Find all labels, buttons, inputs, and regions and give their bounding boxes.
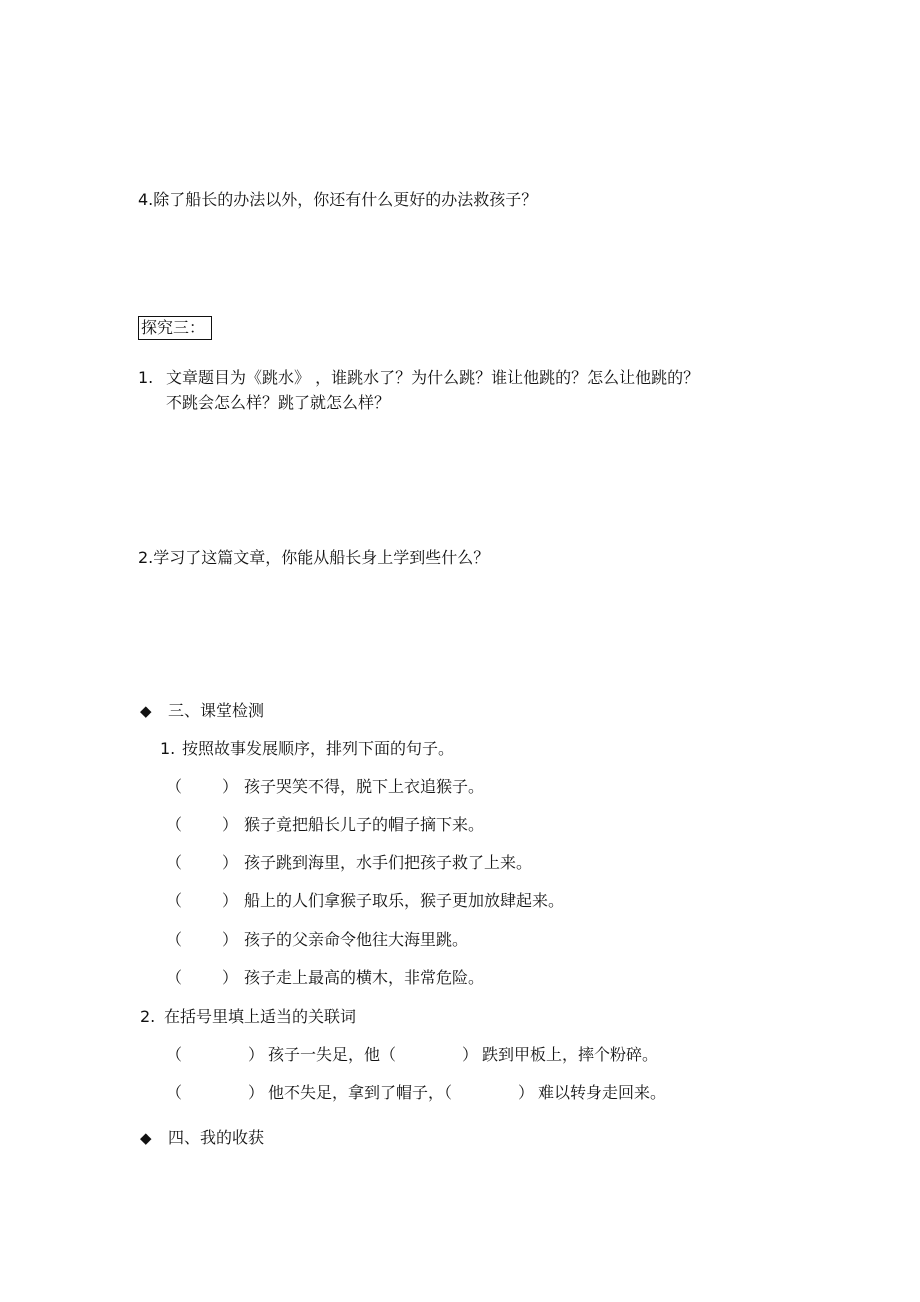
section-3-heading [140, 699, 264, 723]
order-item-4 [166, 889, 564, 913]
task-1-number: 1. [160, 739, 176, 758]
order-item-1 [166, 775, 484, 799]
order-item-text: 猴子竟把船长儿子的帽子摘下来。 [244, 815, 485, 834]
blank-open[interactable]: （ [166, 1083, 183, 1102]
order-item-5 [166, 928, 468, 952]
connective-text: 孩子一失足，他（ [268, 1045, 397, 1064]
blank-close: ） [222, 968, 239, 987]
task-1-text: 按照故事发展顺序，排列下面的句子。 [182, 739, 455, 758]
explore-3-q1-text-line1: 文章题目为《跳水》 ，谁跳水了？为什么跳？谁让他跳的？怎么让他跳的？ [166, 368, 700, 387]
blank-close: ） [248, 1083, 265, 1102]
blank-close: ） [222, 777, 239, 796]
order-item-text: 孩子走上最高的横木，非常危险。 [244, 968, 485, 987]
blank-open[interactable]: （ [166, 853, 183, 872]
connective-text: 跌到甲板上，摔个粉碎。 [482, 1045, 659, 1064]
order-item-3 [166, 851, 532, 875]
connective-text: 他不失足，拿到了帽子，（ [268, 1083, 453, 1102]
blank-close: ） [462, 1045, 479, 1064]
section-4-heading [140, 1126, 264, 1150]
blank-close: ） [222, 930, 239, 949]
connective-line-1 [166, 1043, 658, 1067]
order-item-6 [166, 966, 484, 990]
section-3-title: 三、课堂检测 [168, 701, 265, 720]
blank-open[interactable]: （ [166, 930, 183, 949]
blank-open[interactable]: （ [166, 777, 183, 796]
order-item-text: 孩子跳到海里，水手们把孩子救了上来。 [244, 853, 533, 872]
connective-line-2 [166, 1081, 666, 1105]
blank-open[interactable]: （ [166, 1045, 183, 1064]
explore-3-title: 探究三： [138, 316, 212, 340]
task-2-number: 2. [140, 1007, 156, 1026]
explore-3-q1-number: 1. [138, 368, 154, 387]
task-2-text: 在括号里填上适当的关联词 [164, 1007, 357, 1026]
order-item-text: 孩子哭笑不得，脱下上衣追猴子。 [244, 777, 485, 796]
explore-3-heading [138, 316, 212, 340]
blank-close: ） [222, 891, 239, 910]
blank-close: ） [518, 1083, 535, 1102]
order-item-text: 船上的人们拿猴子取乐，猴子更加放肆起来。 [244, 891, 565, 910]
explore-3-question-1 [138, 366, 699, 390]
order-item-text: 孩子的父亲命令他往大海里跳。 [244, 930, 469, 949]
explore-3-question-2: 2.学习了这篇文章，你能从船长身上学到些什么？ [138, 548, 490, 567]
section-4-title: 四、我的收获 [168, 1128, 265, 1147]
connective-text: 难以转身走回来。 [538, 1083, 667, 1102]
blank-close: ） [222, 853, 239, 872]
order-item-2 [166, 813, 484, 837]
diamond-bullet-icon: ◆ [140, 1129, 152, 1147]
diamond-bullet-icon: ◆ [140, 702, 152, 720]
blank-close: ） [222, 815, 239, 834]
blank-close: ） [248, 1045, 265, 1064]
question-4: 4.除了船长的办法以外，你还有什么更好的办法救孩子？ [138, 190, 538, 209]
blank-open[interactable]: （ [166, 815, 183, 834]
blank-open[interactable]: （ [166, 968, 183, 987]
task-2-prompt [140, 1005, 356, 1029]
explore-3-question-1-cont: 不跳会怎么样？跳了就怎么样？ [166, 393, 391, 412]
task-1-prompt [160, 737, 454, 761]
blank-open[interactable]: （ [166, 891, 183, 910]
